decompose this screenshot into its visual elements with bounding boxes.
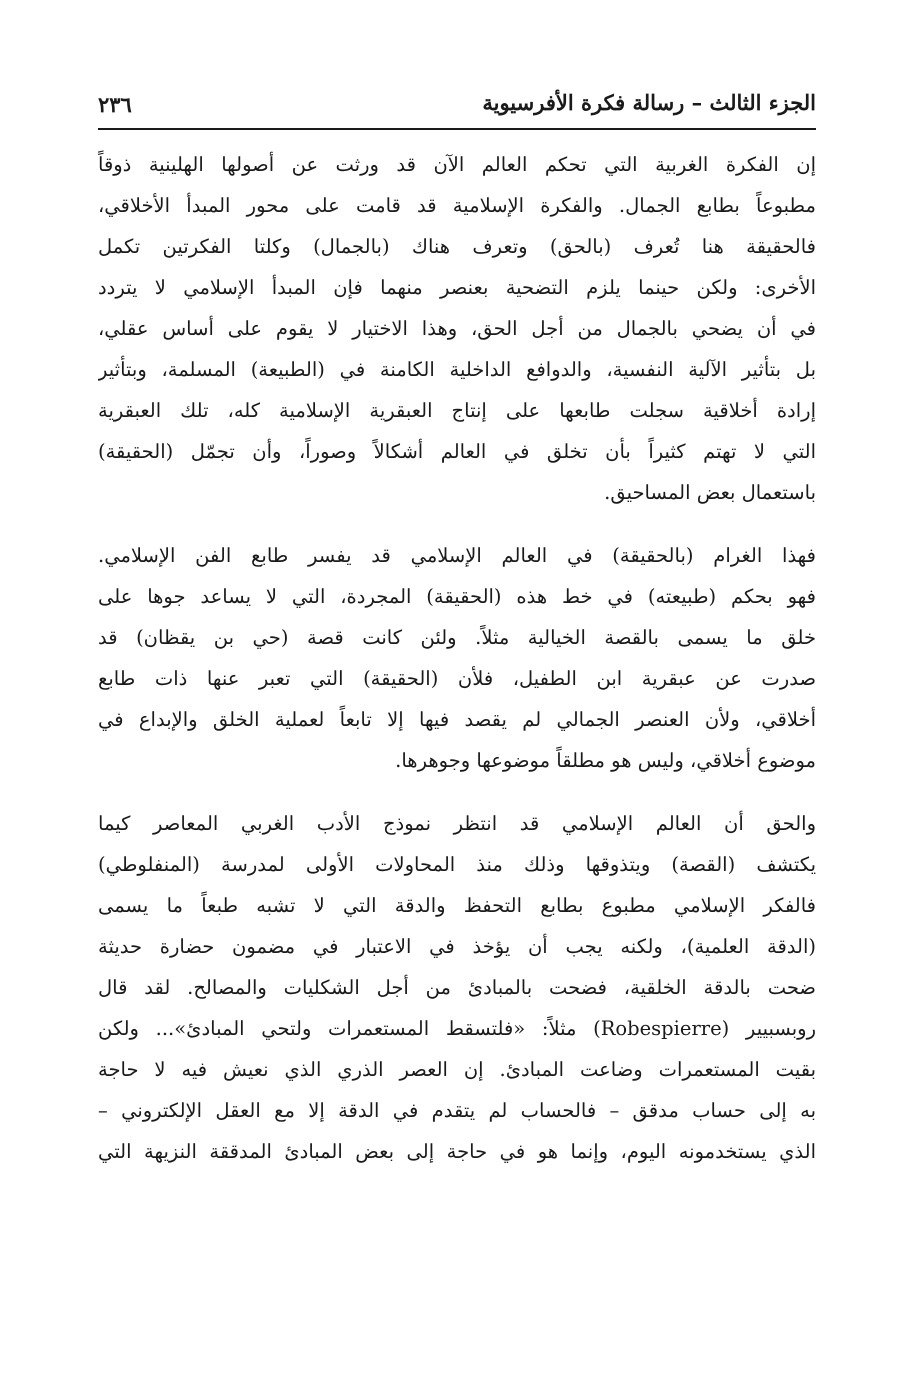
paragraph-spacer — [98, 513, 816, 535]
text-line: في أن يضحي بالجمال من أجل الحق، وهذا الاختيار لا يقوم على أساس عقلي، — [98, 317, 816, 340]
page-number: ٢٣٦ — [98, 92, 132, 117]
text-line: باستعمال بعض المساحيق. — [604, 481, 816, 504]
text-line: فالفكر الإسلامي مطبوع بطابع التحفظ والدقة التي لا تشبه طبعاً ما يسمى — [98, 894, 816, 917]
text-line: ضحت بالدقة الخلقية، فضحت بالمبادئ من أجل الشكليات والمصالح. لقد قال — [98, 976, 816, 999]
text-line: روبسبيير (Robespierre) مثلاً: «فلتسقط المستعمرات ولتحي المبادئ»... ولكن — [98, 1017, 816, 1040]
paragraph-1 — [98, 144, 816, 513]
text-line: (الدقة العلمية)، ولكنه يجب أن يؤخذ في الاعتبار في مضمون حضارة حديثة — [98, 935, 816, 958]
running-header — [98, 86, 816, 128]
text-line: فهذا الغرام (بالحقيقة) في العالم الإسلامي قد يفسر طابع الفن الإسلامي. — [98, 544, 816, 567]
paragraph-spacer — [98, 781, 816, 803]
text-line: أخلاقي، ولأن العنصر الجمالي لم يقصد فيها إلا تابعاً لعملية الخلق والإبداع في — [98, 708, 816, 731]
text-line: موضوع أخلاقي، وليس هو مطلقاً موضوعها وجوهرها. — [395, 749, 816, 772]
text-line: إرادة أخلاقية سجلت طابعها على إنتاج العبقرية الإسلامية كله، تلك العبقرية — [98, 399, 816, 422]
text-line: مطبوعاً بطابع الجمال. والفكرة الإسلامية قد قامت على محور المبدأ الأخلاقي، — [98, 194, 816, 217]
running-header-title: الجزء الثالث – رسالة فكرة الأفرسيوية — [482, 90, 816, 115]
paragraph-2 — [98, 535, 816, 781]
text-line: والحق أن العالم الإسلامي قد انتظر نموذج الأدب الغربي المعاصر كيما — [98, 812, 816, 835]
text-line: خلق ما يسمى بالقصة الخيالية مثلاً. ولئن كانت قصة (حي بن يقظان) قد — [98, 626, 816, 649]
header-divider — [98, 128, 816, 130]
page-body — [98, 144, 816, 1172]
text-line: بل بتأثير الآلية النفسية، والدوافع الداخلية الكامنة في (الطبيعة) المسلمة، وبتأثير — [98, 358, 816, 381]
text-line: بقيت المستعمرات وضاعت المبادئ. إن العصر الذري الذي نعيش فيه لا حاجة — [98, 1058, 816, 1081]
text-line: إن الفكرة الغربية التي تحكم العالم الآن قد ورثت عن أصولها الهلينية ذوقاً — [98, 153, 816, 176]
text-line: به إلى حساب مدقق – فالحساب لم يتقدم في الدقة إلا مع العقل الإلكتروني – — [98, 1099, 816, 1122]
text-line: يكتشف (القصة) ويتذوقها وذلك منذ المحاولات الأولى لمدرسة (المنفلوطي) — [98, 853, 816, 876]
text-line: صدرت عن عبقرية ابن الطفيل، فلأن (الحقيقة) التي تعبر عنها ذات طابع — [98, 667, 816, 690]
text-line: التي لا تهتم كثيراً بأن تخلق في العالم أشكالاً وصوراً، وأن تجمّل (الحقيقة) — [98, 440, 816, 463]
text-line: فالحقيقة هنا تُعرف (بالحق) وتعرف هناك (بالجمال) وكلتا الفكرتين تكمل — [98, 235, 816, 258]
text-line: الأخرى: ولكن حينما يلزم التضحية بعنصر منهما فإن المبدأ الإسلامي لا يتردد — [98, 276, 816, 299]
text-line: فهو بحكم (طبيعته) في خط هذه (الحقيقة) المجردة، التي لا يساعد جوها على — [98, 585, 816, 608]
text-line: الذي يستخدمونه اليوم، وإنما هو في حاجة إلى بعض المبادئ المدققة النزيهة التي — [98, 1140, 816, 1163]
paragraph-3 — [98, 803, 816, 1172]
